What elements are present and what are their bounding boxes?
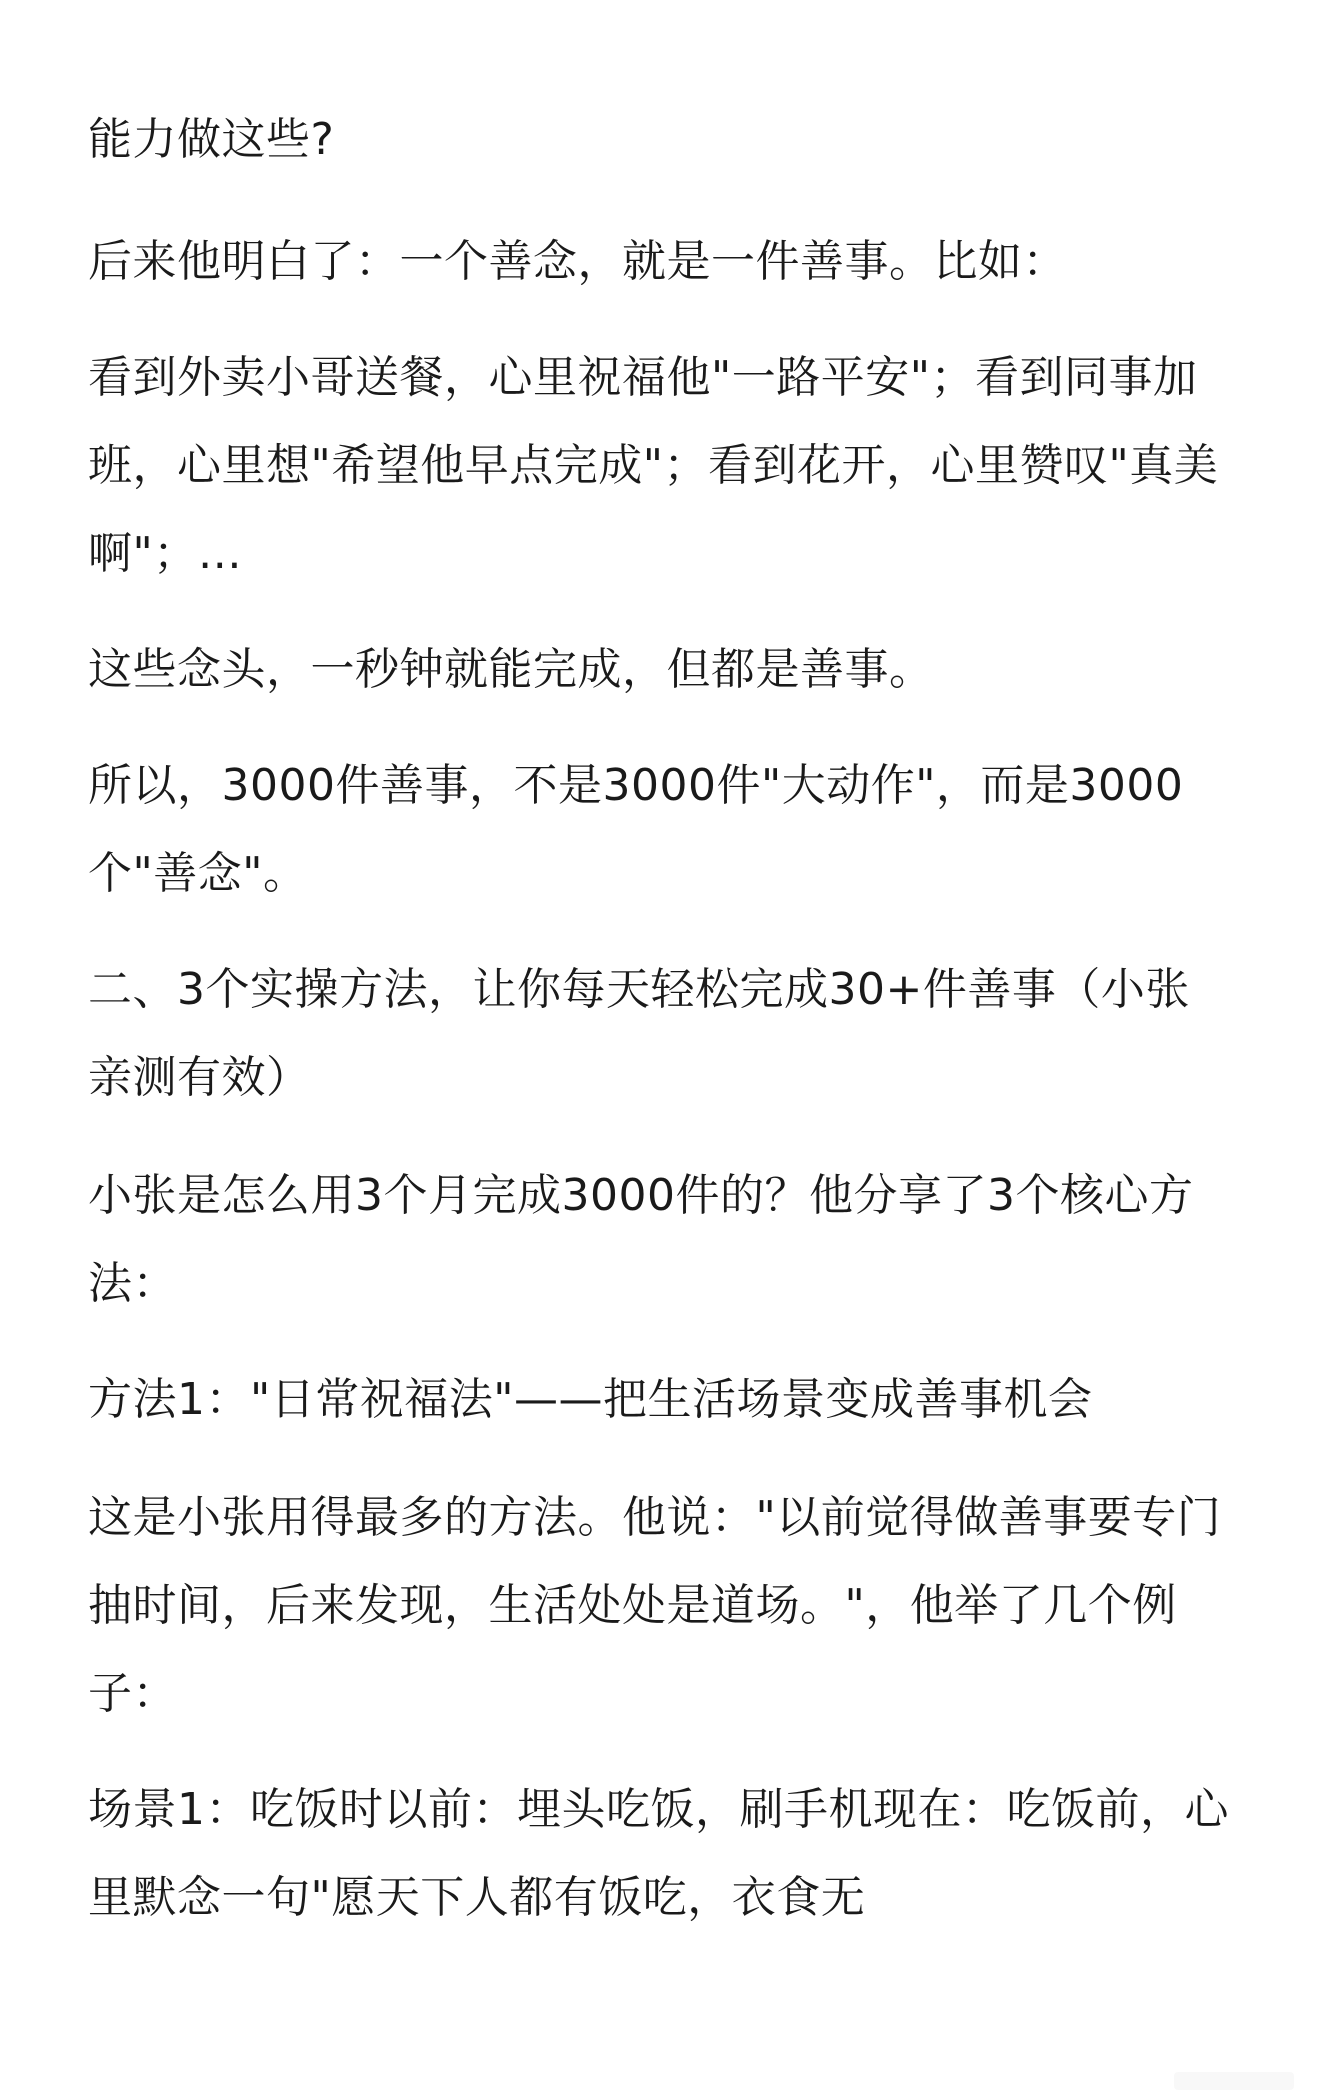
paragraph-1: 能力做这些? bbox=[88, 114, 335, 165]
paragraph-7: 小张是怎么用3个月完成3000件的？他分享了3个核心方法： bbox=[88, 1170, 1194, 1309]
paragraph-5: 所以，3000件善事，不是3000件"大动作"，而是3000个"善念"。 bbox=[88, 760, 1184, 899]
paragraph-3: 看到外卖小哥送餐，心里祝福他"一路平安"；看到同事加班，心里想"希望他早点完成"；看到花开，心里赞叹"真美啊"；… bbox=[88, 352, 1219, 579]
article-body bbox=[88, 96, 1232, 1970]
watermark bbox=[1174, 2072, 1294, 2090]
paragraph-4: 这些念头，一秒钟就能完成，但都是善事。 bbox=[88, 644, 934, 695]
paragraph-9: 这是小张用得最多的方法。他说："以前觉得做善事要专门抽时间，后来发现，生活处处是道场。"，他举了几个例子： bbox=[88, 1492, 1222, 1719]
paragraph-2: 后来他明白了：一个善念，就是一件善事。比如： bbox=[88, 236, 1067, 287]
paragraph-10: 场景1：吃饭时以前：埋头吃饭，刷手机现在：吃饭前，心里默念一句"愿天下人都有饭吃，衣食无 bbox=[88, 1784, 1229, 1923]
method-heading: 方法1："日常祝福法"——把生活场景变成善事机会 bbox=[88, 1374, 1093, 1425]
section-heading: 二、3个实操方法，让你每天轻松完成30+件善事（小张亲测有效） bbox=[88, 964, 1190, 1103]
